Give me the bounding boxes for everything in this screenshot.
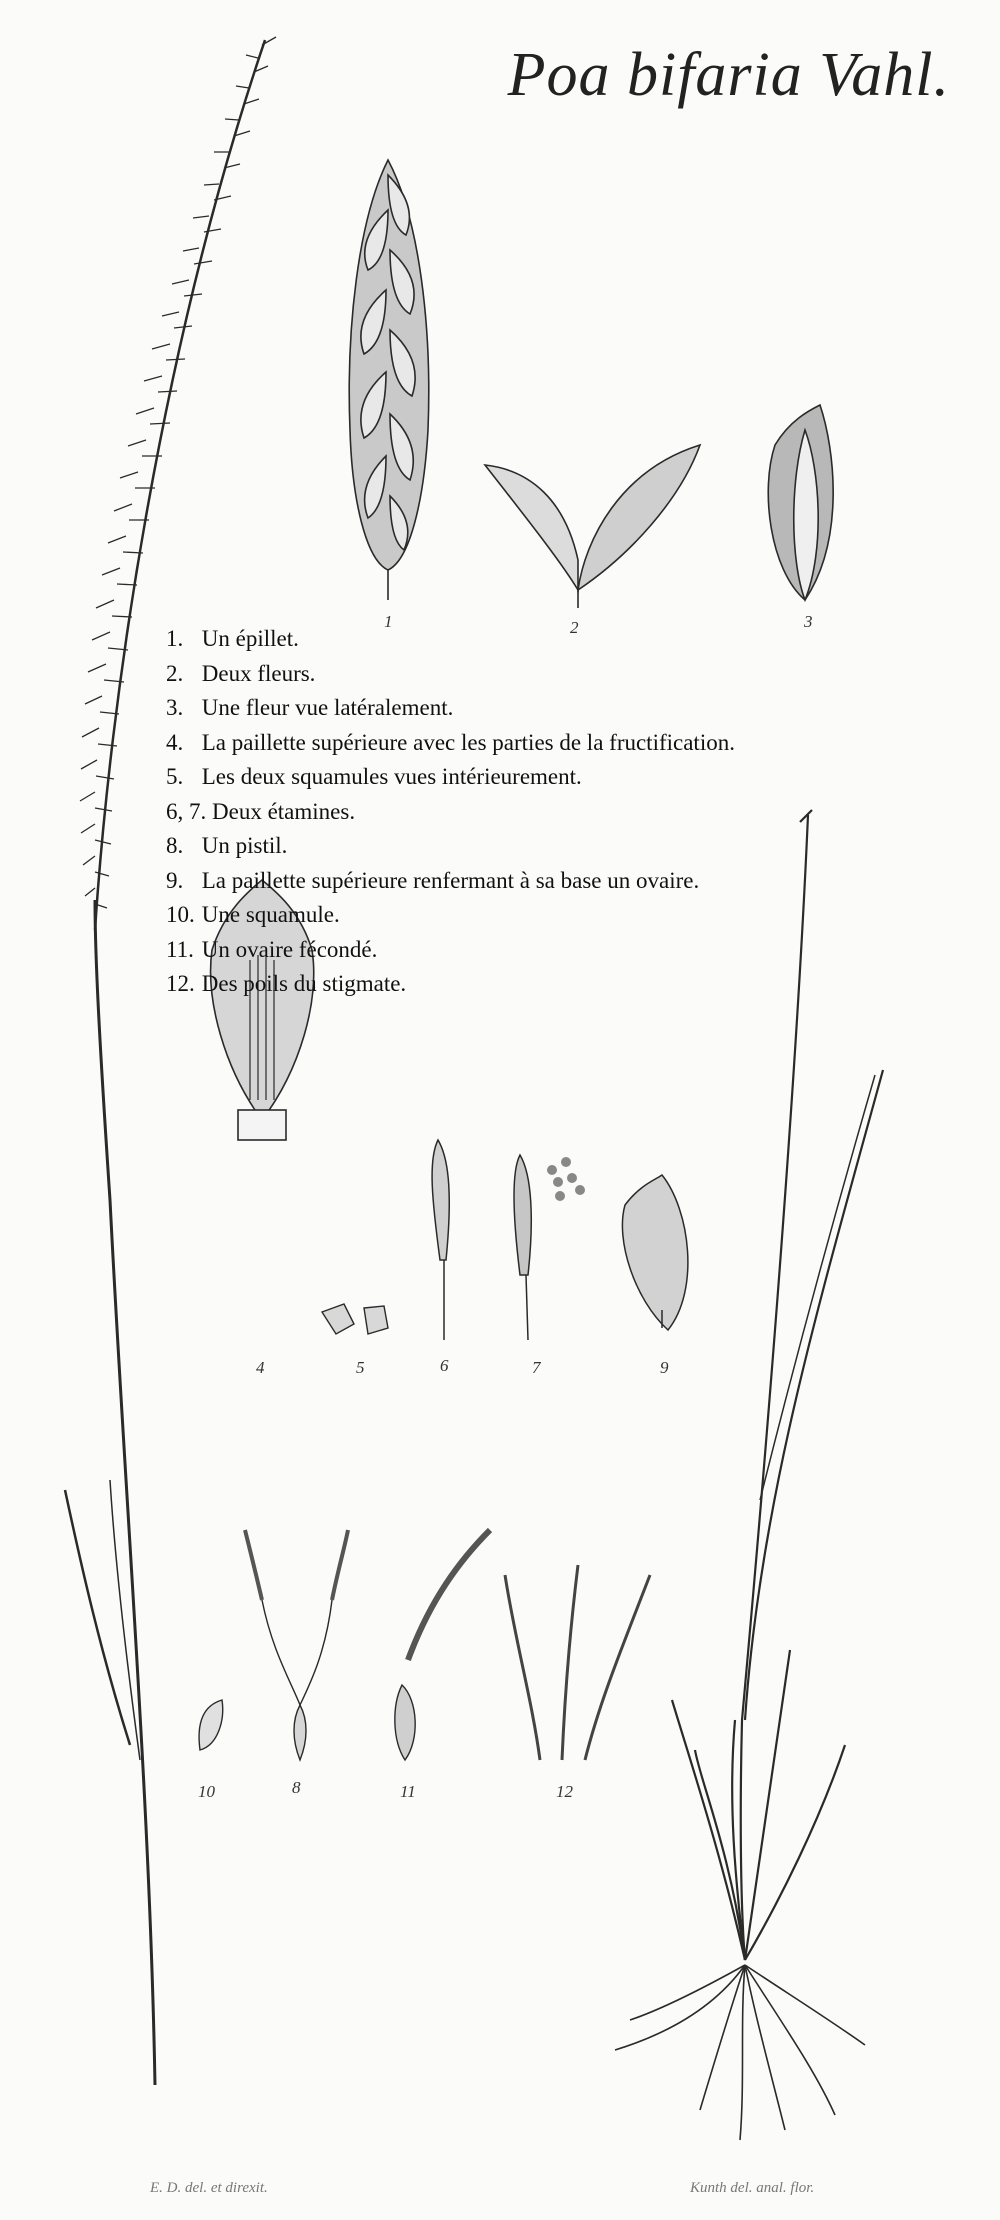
legend-text: La paillette supérieure avec les parties de la fructification.	[201, 729, 735, 755]
figure-label-9: 9	[660, 1358, 669, 1377]
figure-label-7: 7	[532, 1358, 541, 1377]
plate-title: Poa bifaria Vahl.	[507, 41, 950, 109]
legend-text: Les deux squamules vues intérieurement.	[201, 764, 582, 789]
legend-text: Deux fleurs.	[201, 660, 316, 686]
legend-number: 1.	[166, 626, 184, 651]
legend-text: Un épillet.	[201, 626, 299, 651]
credit-left: E. D. del. et direxit.	[150, 2180, 268, 2196]
palea-ovary-figure-9	[622, 1175, 687, 1330]
squamule-figure-10	[199, 1700, 223, 1750]
legend-item	[166, 691, 735, 726]
legend-item	[166, 967, 735, 1002]
legend-text: Une squamule.	[201, 902, 340, 927]
legend-item	[166, 622, 735, 657]
whole-plant-illustration	[615, 810, 883, 2140]
legend-text: Un pistil.	[201, 833, 288, 858]
figure-label-2: 2	[570, 618, 579, 637]
floret-lateral-figure-3	[768, 405, 833, 600]
legend-number: 11.	[166, 936, 194, 962]
legend-number: 9.	[166, 867, 184, 893]
legend-item	[166, 898, 735, 933]
figure-label-10: 10	[198, 1782, 215, 1801]
legend-item	[166, 864, 735, 899]
squamules-figure-5	[322, 1304, 388, 1334]
legend-item	[166, 829, 735, 864]
legend-number: 3.	[166, 695, 184, 720]
legend-item	[166, 657, 735, 692]
fertilized-ovary-figure-11	[395, 1530, 490, 1760]
legend-item	[166, 726, 735, 761]
legend-text: Des poils du stigmate.	[201, 971, 407, 996]
legend-item	[166, 795, 735, 830]
legend-item	[166, 760, 735, 795]
pistil-figure-8	[245, 1530, 348, 1760]
figure-label-1: 1	[384, 612, 393, 631]
legend-number: 2.	[166, 660, 184, 686]
figure-label-6: 6	[440, 1356, 449, 1375]
legend-number: 4.	[166, 729, 184, 755]
legend-number: 10.	[166, 902, 195, 927]
figure-label-4: 4	[256, 1358, 265, 1377]
figure-label-5: 5	[356, 1358, 365, 1377]
legend-text: Une fleur vue latéralement.	[201, 695, 454, 720]
legend-number: 12.	[166, 971, 195, 996]
stigma-hairs-figure-12	[505, 1565, 650, 1760]
legend-text: Un ovaire fécondé.	[201, 936, 378, 962]
legend-item	[166, 933, 735, 968]
figure-legend	[166, 622, 735, 1002]
figure-label-11: 11	[400, 1782, 416, 1801]
two-florets-figure-2	[485, 445, 700, 608]
spikelet-figure-1	[349, 160, 428, 600]
figure-label-12: 12	[556, 1782, 573, 1801]
legend-text: Deux étamines.	[212, 798, 356, 824]
credit-right: Kunth del. anal. flor.	[690, 2180, 815, 2196]
figure-label-8: 8	[292, 1778, 301, 1797]
legend-text: La paillette supérieure renfermant à sa base un ovaire.	[201, 867, 700, 893]
legend-number: 6, 7.	[166, 798, 207, 824]
stamens-figure-6-7	[432, 1140, 585, 1340]
legend-number: 5.	[166, 764, 184, 789]
legend-number: 8.	[166, 833, 184, 858]
figure-label-3: 3	[804, 612, 813, 631]
